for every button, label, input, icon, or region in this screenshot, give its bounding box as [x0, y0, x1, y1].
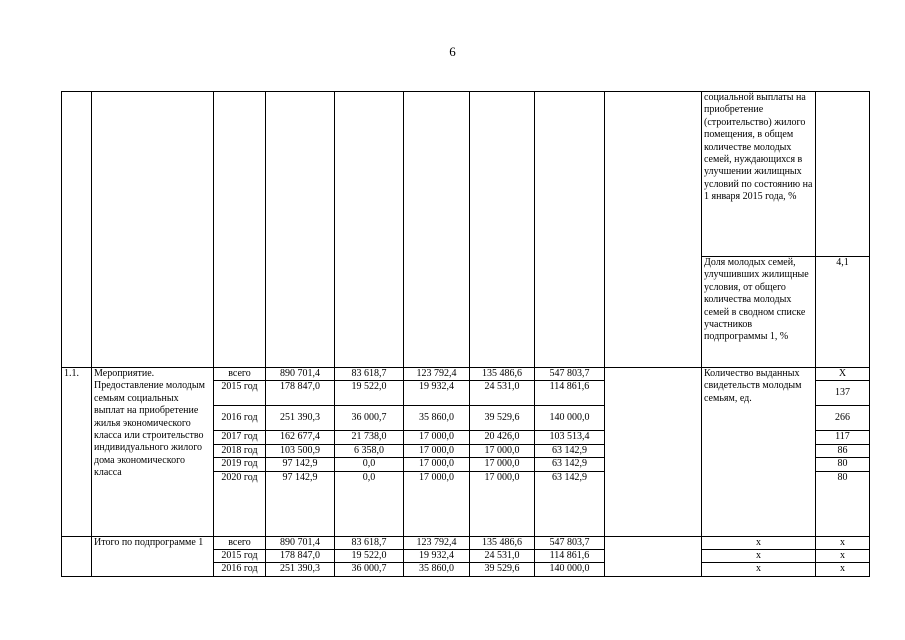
period-cell: 2020 год	[214, 471, 266, 536]
amount-cell: 19 522,0	[335, 550, 404, 563]
target-cell: 137	[816, 381, 870, 406]
page-number: 6	[449, 44, 456, 59]
amount-cell: 19 932,4	[404, 381, 470, 406]
amount-cell: 83 618,7	[335, 368, 404, 381]
amount-cell: 35 860,0	[404, 406, 470, 431]
empty-cell	[816, 92, 870, 257]
empty-cell	[535, 92, 605, 368]
amount-cell: 83 618,7	[335, 536, 404, 549]
period-cell: 2016 год	[214, 563, 266, 576]
amount-cell: 36 000,7	[335, 406, 404, 431]
period-cell: 2017 год	[214, 431, 266, 444]
total-cell: 251 390,3	[266, 406, 335, 431]
target-cell: х	[816, 563, 870, 576]
amount-cell: 547 803,7	[535, 536, 605, 549]
empty-cell	[214, 92, 266, 368]
empty-cell	[62, 92, 92, 368]
indicator-improved-value: 4,1	[816, 257, 870, 368]
empty-cell	[266, 92, 335, 368]
amount-cell: 0,0	[335, 458, 404, 471]
target-cell: 86	[816, 444, 870, 457]
total-cell: 178 847,0	[266, 381, 335, 406]
period-cell: всего	[214, 536, 266, 549]
amount-cell: 135 486,6	[470, 536, 535, 549]
empty-cell	[62, 536, 92, 576]
amount-cell: 20 426,0	[470, 431, 535, 444]
target-cell: 266	[816, 406, 870, 431]
indicator-cell: х	[702, 550, 816, 563]
amount-cell: 17 000,0	[470, 458, 535, 471]
total-cell: 890 701,4	[266, 368, 335, 381]
amount-cell: 123 792,4	[404, 368, 470, 381]
total-cell: 97 142,9	[266, 471, 335, 536]
amount-cell: 140 000,0	[535, 563, 605, 576]
period-cell: 2015 год	[214, 550, 266, 563]
empty-cell	[605, 368, 702, 537]
period-cell: всего	[214, 368, 266, 381]
amount-cell: 0,0	[335, 471, 404, 536]
amount-cell: 24 531,0	[470, 550, 535, 563]
period-cell: 2019 год	[214, 458, 266, 471]
amount-cell: 103 513,4	[535, 431, 605, 444]
total-cell: 890 701,4	[266, 536, 335, 549]
total-cell: 178 847,0	[266, 550, 335, 563]
amount-cell: 17 000,0	[404, 444, 470, 457]
measure-title: Мероприятие. Предоставление молодым семьям социальных выплат на приобретение жилья экономического класса или строительство индивидуального жилого дома экономического класса	[92, 368, 214, 537]
program-table	[61, 91, 870, 577]
amount-cell: 21 738,0	[335, 431, 404, 444]
indicator-cell: х	[702, 563, 816, 576]
amount-cell: 547 803,7	[535, 368, 605, 381]
amount-cell: 123 792,4	[404, 536, 470, 549]
period-cell: 2015 год	[214, 381, 266, 406]
total-cell: 97 142,9	[266, 458, 335, 471]
subtotal-row	[62, 536, 870, 549]
indicator-cell: х	[702, 536, 816, 549]
subtotal-title: Итого по подпрограмме 1	[92, 536, 214, 576]
amount-cell: 39 529,6	[470, 563, 535, 576]
amount-cell: 17 000,0	[404, 471, 470, 536]
carryover-row-1	[62, 92, 870, 257]
empty-cell	[470, 92, 535, 368]
measure-row	[62, 368, 870, 381]
empty-cell	[335, 92, 404, 368]
target-cell: 117	[816, 431, 870, 444]
period-cell: 2016 год	[214, 406, 266, 431]
amount-cell: 114 861,6	[535, 550, 605, 563]
amount-cell: 135 486,6	[470, 368, 535, 381]
amount-cell: 36 000,7	[335, 563, 404, 576]
empty-cell	[404, 92, 470, 368]
period-cell: 2018 год	[214, 444, 266, 457]
target-cell: 80	[816, 471, 870, 536]
total-cell: 103 500,9	[266, 444, 335, 457]
amount-cell: 63 142,9	[535, 471, 605, 536]
total-cell: 251 390,3	[266, 563, 335, 576]
amount-cell: 63 142,9	[535, 458, 605, 471]
target-cell: х	[816, 536, 870, 549]
indicator-share-text: социальной выплаты на приобретение (строительство) жилого помещения, в общем количестве молодых семей, нуждающихся в улучшении жилищных условий по состоянию на 1 января 2015 года, %	[702, 92, 816, 257]
target-cell: Х	[816, 368, 870, 381]
empty-cell	[605, 536, 702, 576]
amount-cell: 17 000,0	[404, 458, 470, 471]
amount-cell: 39 529,6	[470, 406, 535, 431]
indicator-improved-text: Доля молодых семей, улучшивших жилищные условия, от общего количества молодых семей в сводном списке участников подпрограммы 1, %	[702, 257, 816, 368]
total-cell: 162 677,4	[266, 431, 335, 444]
amount-cell: 17 000,0	[404, 431, 470, 444]
amount-cell: 24 531,0	[470, 381, 535, 406]
amount-cell: 140 000,0	[535, 406, 605, 431]
amount-cell: 35 860,0	[404, 563, 470, 576]
amount-cell: 63 142,9	[535, 444, 605, 457]
measure-number: 1.1.	[62, 368, 92, 537]
amount-cell: 114 861,6	[535, 381, 605, 406]
target-cell: х	[816, 550, 870, 563]
amount-cell: 17 000,0	[470, 471, 535, 536]
amount-cell: 19 522,0	[335, 381, 404, 406]
measure-indicator: Количество выданных свидетельств молодым семьям, ед.	[702, 368, 816, 537]
amount-cell: 6 358,0	[335, 444, 404, 457]
amount-cell: 17 000,0	[470, 444, 535, 457]
target-cell: 80	[816, 458, 870, 471]
empty-cell	[92, 92, 214, 368]
amount-cell: 19 932,4	[404, 550, 470, 563]
empty-cell	[605, 92, 702, 368]
